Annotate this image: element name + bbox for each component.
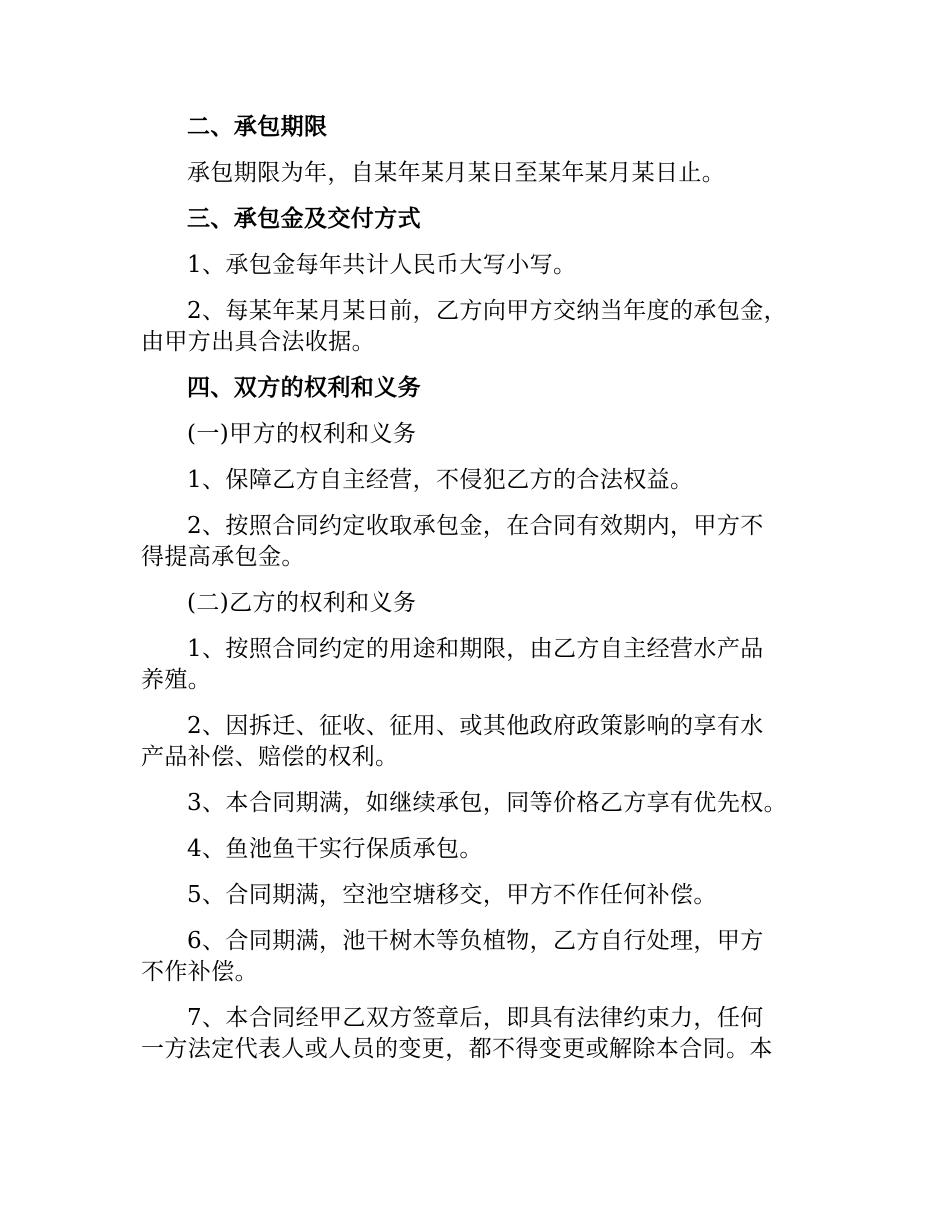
- paragraph-party-b-item-4: [141, 834, 817, 865]
- text-line: 养殖。: [141, 667, 212, 693]
- text-line: 得提高承包金。: [141, 544, 305, 570]
- section-heading-rights: [141, 373, 817, 404]
- paragraph-party-b-item-6: [141, 926, 817, 988]
- text-line: 四、双方的权利和义务: [187, 375, 421, 401]
- text-line: 2、每某年某月某日前，乙方向甲方交纳当年度的承包金，: [187, 298, 788, 324]
- subheading-party-b: [141, 588, 817, 619]
- paragraph-party-b-item-7: [141, 1003, 817, 1065]
- text-line: 2、按照合同约定收取承包金，在合同有效期内，甲方不: [187, 513, 764, 539]
- section-heading-payment: [141, 204, 817, 235]
- text-line: 5、合同期满，空池空塘移交，甲方不作任何补偿。: [187, 882, 717, 908]
- paragraph-party-b-item-2: [141, 711, 817, 773]
- text-line: 承包期限为年，自某年某月某日至某年某月某日止。: [187, 160, 726, 186]
- text-line: 一方法定代表人或人员的变更，都不得变更或解除本合同。本: [141, 1036, 773, 1062]
- text-line: 7、本合同经甲乙双方签章后，即具有法律约束力，任何: [187, 1005, 764, 1031]
- text-line: 3、本合同期满，如继续承包，同等价格乙方享有优先权。: [187, 790, 788, 816]
- text-line: (二)乙方的权利和义务: [187, 590, 417, 616]
- paragraph-party-b-item-1: [141, 634, 817, 696]
- text-line: 产品补偿、赔偿的权利。: [141, 744, 399, 770]
- paragraph-party-a-item-1: [141, 465, 817, 496]
- text-line: (一)甲方的权利和义务: [187, 421, 417, 447]
- paragraph-party-b-item-3: [141, 788, 817, 819]
- text-line: 2、因拆迁、征收、征用、或其他政府政策影响的享有水: [187, 713, 764, 739]
- paragraph-party-b-item-5: [141, 880, 817, 911]
- section-heading-term: [141, 112, 817, 143]
- text-line: 4、鱼池鱼干实行保质承包。: [187, 836, 483, 862]
- paragraph-party-a-item-2: [141, 511, 817, 573]
- text-line: 由甲方出具合法收据。: [141, 329, 375, 355]
- paragraph-payment-schedule: [141, 296, 817, 358]
- text-line: 三、承包金及交付方式: [187, 206, 421, 232]
- text-line: 1、保障乙方自主经营，不侵犯乙方的合法权益。: [187, 467, 694, 493]
- text-line: 6、合同期满，池干树木等负植物，乙方自行处理，甲方: [187, 928, 764, 954]
- paragraph-term: [141, 158, 817, 189]
- paragraph-payment-amount: [141, 250, 817, 281]
- text-line: 二、承包期限: [187, 114, 328, 140]
- subheading-party-a: [141, 419, 817, 450]
- text-line: 1、按照合同约定的用途和期限，由乙方自主经营水产品: [187, 636, 764, 662]
- text-line: 不作补偿。: [141, 959, 258, 985]
- document-body: [141, 112, 817, 1080]
- text-line: 1、承包金每年共计人民币大写小写。: [187, 252, 577, 278]
